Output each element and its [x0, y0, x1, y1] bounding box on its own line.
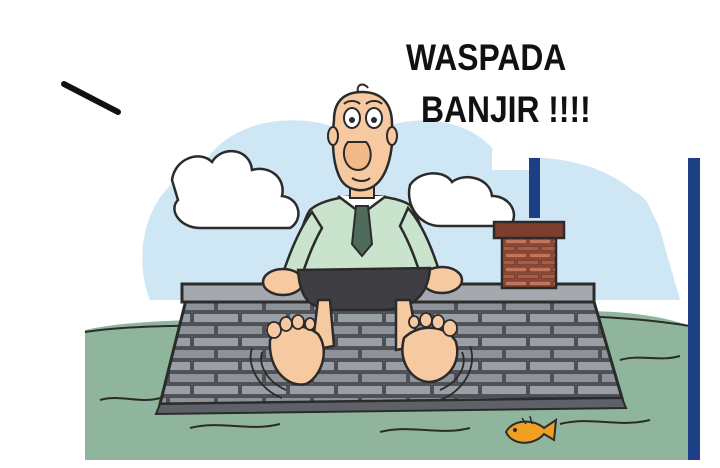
- chimney-icon: [494, 222, 564, 288]
- caption-backdrop: [492, 150, 530, 170]
- caption-line-waspada: WASPADA: [406, 37, 567, 78]
- caption-line-banjir: BANJIR !!!!: [421, 89, 591, 130]
- stick-icon: [64, 84, 118, 112]
